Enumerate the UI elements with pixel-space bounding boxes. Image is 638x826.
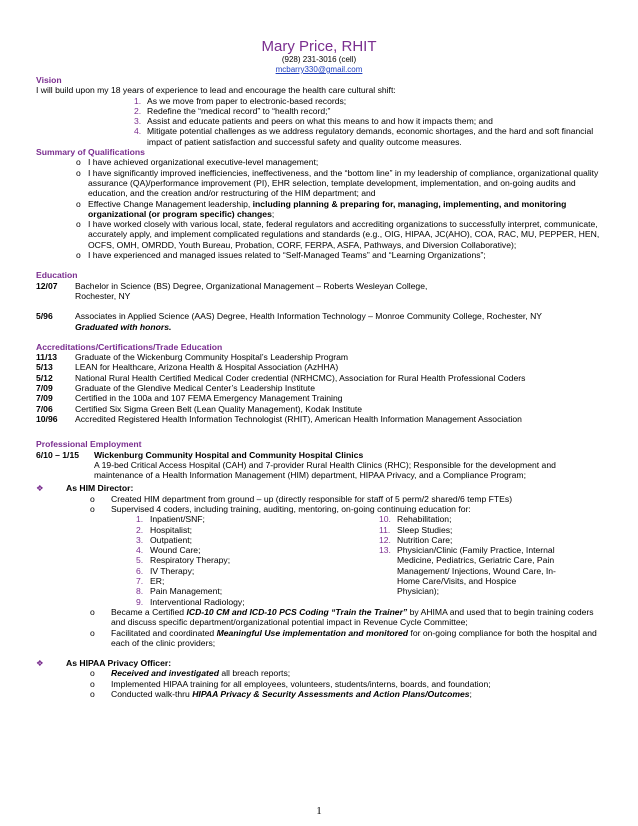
circle-bullet-icon: o <box>90 606 95 617</box>
circle-bullet-icon: o <box>90 689 95 700</box>
accreditation-entry: 7/09 Graduate of the Glendive Medical Center’s Leadership Institute <box>36 383 315 394</box>
list-item: 1. Inpatient/SNF; <box>136 514 205 525</box>
circle-bullet-icon: o <box>76 198 81 209</box>
diamond-bullet-icon: ❖ <box>36 658 44 669</box>
circle-bullet-icon: o <box>76 157 81 168</box>
list-item: 11. Sleep Studies; <box>379 524 453 535</box>
role-title: As HIPAA Privacy Officer: <box>66 658 172 669</box>
coding-areas-left <box>136 514 379 607</box>
circle-bullet-icon: o <box>90 627 95 638</box>
list-item: 1. As we move from paper to electronic-based records; <box>134 95 347 106</box>
hipaa-duties-list <box>90 668 602 699</box>
list-item: 6. IV Therapy; <box>136 565 195 576</box>
list-item: 12. Nutrition Care; <box>379 534 453 545</box>
circle-bullet-icon: o <box>76 219 81 230</box>
accreditation-entry: 7/09 Certified in the 100a and 107 FEMA Emergency Management Training <box>36 393 343 404</box>
circle-bullet-icon: o <box>76 250 81 261</box>
circle-bullet-icon: o <box>76 167 81 178</box>
list-item: 2. Hospitalist; <box>136 524 193 535</box>
education-section <box>36 270 602 331</box>
summary-list <box>76 157 602 260</box>
list-item: 4. Wound Care; <box>136 545 201 556</box>
circle-bullet-icon: o <box>90 668 95 679</box>
list-item: o I have achieved organizational executive-level management; <box>76 157 319 168</box>
list-item: o I have significantly improved inefficiencies, ineffectiveness, and the “bottom line” in my leadership of compliance, organizational quality assurance (QA)/performance improvement (PI), EHR selection, template development, implementation, and on-going audits and education, and the creation and/or restructuring of the HIM department; and <box>76 167 599 199</box>
resume-header <box>36 38 602 75</box>
circle-bullet-icon: o <box>90 678 95 689</box>
employer-description: A 19-bed Critical Access Hospital (CAH) and 7-provider Rural Health Clinics (RHC); Responsible for the development and maintenance of a Health Information Management (HIM) department, HIPAA Privacy, and a Compliance Program; <box>94 459 556 481</box>
list-item: 13. Physician/Clinic (Family Practice, Internal Medicine, Pediatrics, Geriatric Care, Pain Management/ Injections, Wound Care, In-Home Care/Visits, and Hospice Physician); <box>379 545 556 597</box>
accreditation-entry: 10/96 Accredited Registered Health Information Technologist (RHIT), American Health Information Management Association <box>36 413 522 424</box>
him-duties-list-continued <box>90 607 602 648</box>
list-item: o Facilitated and coordinated Meaningful Use implementation and monitored for on-going compliance for both the hospital and each of the clinic providers; <box>90 627 597 648</box>
list-item: o Supervised 4 coders, including training, auditing, mentoring, on-going continuing education for: <box>90 503 471 514</box>
role-hipaa-privacy-officer <box>36 658 602 668</box>
vision-list <box>134 96 602 147</box>
vision-section <box>36 75 602 147</box>
list-item: o I have experienced and managed issues related to “Self-Managed Teams” and “Learning Organizations”; <box>76 250 486 261</box>
list-item: 2. Redefine the “medical record” to “health record;” <box>134 105 331 116</box>
list-item: 10. Rehabilitation; <box>379 514 452 525</box>
employer-line <box>36 450 602 460</box>
candidate-name: Mary Price, RHIT <box>261 38 377 55</box>
list-item: 7. ER; <box>136 576 165 587</box>
section-title-summary: Summary of Qualifications <box>36 147 145 158</box>
list-item: o I have worked closely with various local, state, federal regulators and accrediting organizations to successfully interpret, communicate, accurately apply, and implement complicated regulations and standards (e.g., OIG, HIPAA, JC(AHO), COA, RAC, MU, PEPPER, HEN, OCFS, OMH, OMRDD, Youth Bureau, Probation, CORF, FERPA, ASFA, Pathways, and Diversion Collaborative); <box>76 219 600 250</box>
accreditation-entry: 5/12 National Rural Health Certified Medical Coder credential (NRHCMC), Association for Rural Health Professional Coders <box>36 372 526 383</box>
list-item: o Became a Certified ICD-10 CM and ICD-10 PCS Coding “Train the Trainer” by AHIMA and used that to begin training coders and discuss specific department/organizational potential impact in Revenue Cycle Committee; <box>90 606 594 628</box>
accreditations-section <box>36 342 602 424</box>
accreditation-entry: 5/13 LEAN for Healthcare, Arizona Health & Hospital Association (AzHHA) <box>36 362 339 373</box>
page-number: 1 <box>316 805 322 817</box>
accreditation-entry: 11/13 Graduate of the Wickenburg Community Hospital’s Leadership Program <box>36 352 349 363</box>
education-entry: 12/07 Bachelor in Science (BS) Degree, Organizational Management – Roberts Wesleyan College, Rochester, NY <box>36 280 428 301</box>
phone-number: (928) 231-3016 (cell) <box>281 55 357 64</box>
section-title-education: Education <box>36 270 78 281</box>
resume-page <box>36 38 602 699</box>
circle-bullet-icon: o <box>90 493 95 504</box>
coding-areas-right <box>379 514 559 596</box>
list-item: o Conducted walk-thru HIPAA Privacy & Security Assessments and Action Plans/Outcomes; <box>90 689 472 700</box>
list-item: 3. Assist and educate patients and peers on what this means to and how it impacts them; and <box>134 116 493 127</box>
vision-intro: I will build upon my 18 years of experience to lead and encourage the health care cultural shift: <box>36 85 396 96</box>
list-item: o Effective Change Management leadership, including planning & preparing for, managing, implementing, and monitoring organizational (or program specific) changes; <box>76 198 567 219</box>
role-title: As HIM Director: <box>66 483 134 494</box>
email-link[interactable]: mcbarry330@gmail.com <box>275 65 363 74</box>
list-item: 3. Outpatient; <box>136 534 193 545</box>
him-duties-list <box>90 494 602 515</box>
list-item: 9. Interventional Radiology; <box>136 596 245 607</box>
employment-dates: 6/10 – 1/15 <box>36 449 80 460</box>
employment-section <box>36 439 602 699</box>
list-item: 5. Respiratory Therapy; <box>136 555 231 566</box>
list-item: o Received and investigated all breach reports; <box>90 668 291 679</box>
role-him-director <box>36 483 602 493</box>
list-item: 8. Pain Management; <box>136 586 223 597</box>
section-title-employment: Professional Employment <box>36 439 142 450</box>
section-title-vision: Vision <box>36 75 62 85</box>
list-item: 4. Mitigate potential challenges as we address regulatory demands, economic shortages, and the hard and soft financial impact of patient satisfaction and successful safety and quality outcome measures. <box>134 126 594 147</box>
accreditation-entry: 7/06 Certified Six Sigma Green Belt (Lean Quality Management), Kodak Institute <box>36 403 363 414</box>
summary-section <box>36 147 602 260</box>
employer-name: Wickenburg Community Hospital and Community Hospital Clinics <box>94 449 364 460</box>
diamond-bullet-icon: ❖ <box>36 483 44 494</box>
education-entry: 5/96 Associates in Applied Science (AAS) Degree, Health Information Technology – Monroe Community College, Rochester, NY Graduated with honors. <box>36 311 543 332</box>
list-item: o Created HIM department from ground – up (directly responsible for staff of 5 perm/2 shared/6 temp FTEs) <box>90 493 513 504</box>
circle-bullet-icon: o <box>90 503 95 514</box>
coding-areas <box>136 514 602 607</box>
list-item: o Implemented HIPAA training for all employees, volunteers, students/interns, boards, and foundation; <box>90 678 491 689</box>
section-title-accreditations: Accreditations/Certifications/Trade Education <box>36 341 223 352</box>
